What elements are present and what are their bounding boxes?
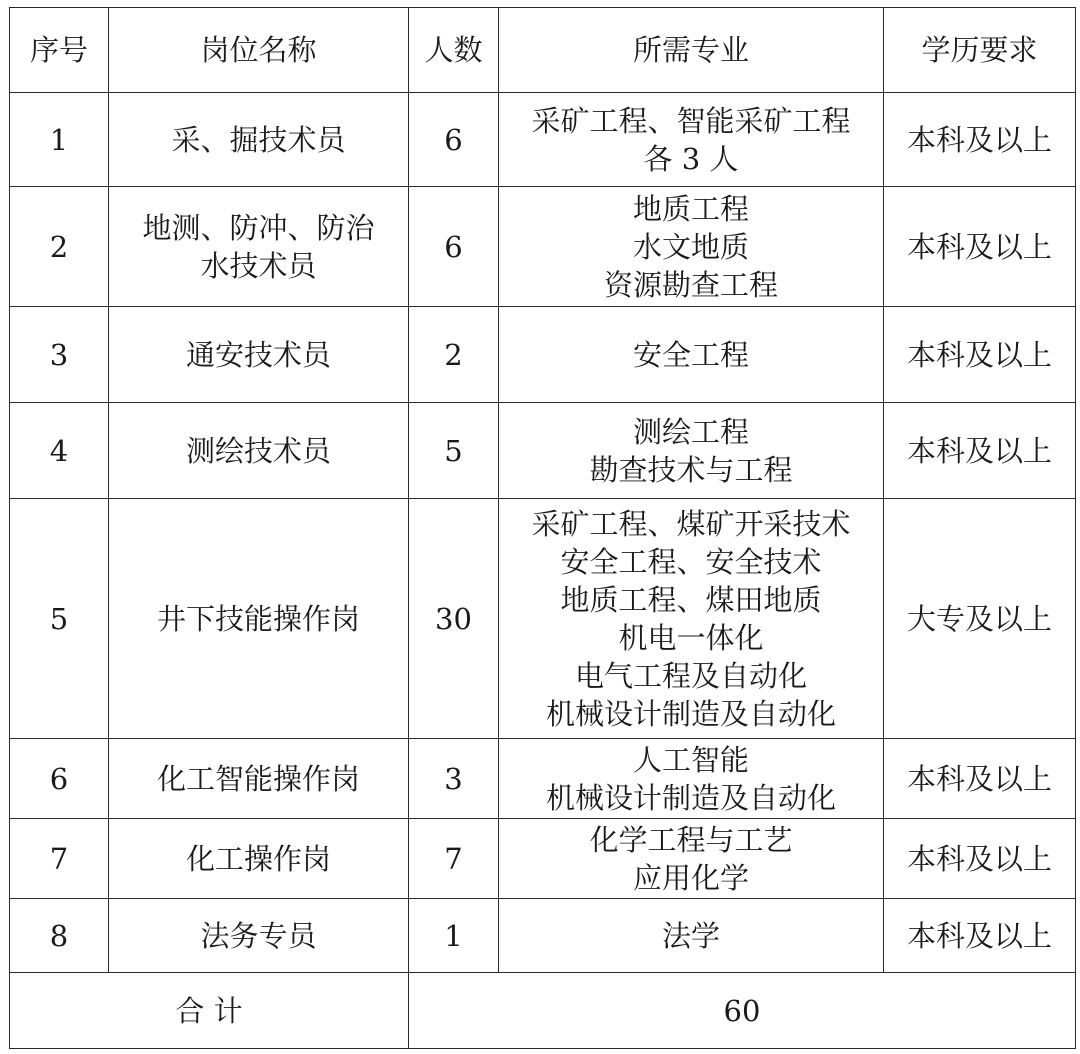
table-row — [10, 499, 1076, 739]
cell-majors — [499, 93, 884, 187]
table-header-row — [10, 8, 1076, 93]
cell-position — [109, 899, 409, 973]
cell-majors — [499, 187, 884, 307]
cell-position — [109, 739, 409, 819]
cell-majors — [499, 499, 884, 739]
cell-majors — [499, 819, 884, 899]
table-body — [10, 93, 1076, 973]
cell-position — [109, 403, 409, 499]
header-seq: 序号 — [10, 8, 109, 93]
table-row — [10, 307, 1076, 403]
position-line: 井下技能操作岗 — [156, 601, 360, 636]
cell-education: 本科及以上 — [884, 93, 1076, 187]
cell-seq: 4 — [10, 403, 109, 499]
cell-seq: 2 — [10, 187, 109, 307]
major-line: 法学 — [661, 918, 720, 953]
header-major: 所需专业 — [499, 8, 884, 93]
major-line: 水文地质 — [632, 229, 749, 264]
position-line: 法务专员 — [200, 918, 317, 953]
table-row — [10, 403, 1076, 499]
cell-count: 30 — [409, 499, 499, 739]
cell-majors — [499, 307, 884, 403]
major-line: 测绘工程 — [632, 414, 749, 449]
major-line: 地质工程、煤田地质 — [560, 582, 822, 617]
major-line: 机电一体化 — [618, 620, 764, 655]
major-line: 机械设计制造及自动化 — [545, 780, 836, 815]
total-row — [10, 973, 1076, 1049]
cell-position — [109, 307, 409, 403]
cell-count: 2 — [409, 307, 499, 403]
cell-count: 5 — [409, 403, 499, 499]
cell-position — [109, 93, 409, 187]
major-line: 人工智能 — [632, 742, 749, 777]
table-row — [10, 899, 1076, 973]
table-row — [10, 819, 1076, 899]
cell-education: 本科及以上 — [884, 739, 1076, 819]
cell-seq: 1 — [10, 93, 109, 187]
header-education: 学历要求 — [884, 8, 1076, 93]
position-line: 化工智能操作岗 — [156, 761, 360, 796]
cell-education: 本科及以上 — [884, 819, 1076, 899]
cell-seq: 6 — [10, 739, 109, 819]
major-line: 资源勘查工程 — [603, 267, 778, 302]
major-line: 勘查技术与工程 — [589, 452, 793, 487]
position-line: 地测、防冲、防治 — [142, 210, 375, 245]
cell-count: 6 — [409, 93, 499, 187]
cell-seq: 8 — [10, 899, 109, 973]
major-line: 安全工程、安全技术 — [560, 544, 822, 579]
cell-count: 6 — [409, 187, 499, 307]
recruitment-table — [9, 7, 1076, 1049]
cell-seq: 7 — [10, 819, 109, 899]
major-line: 地质工程 — [632, 191, 749, 226]
major-line: 机械设计制造及自动化 — [545, 696, 836, 731]
header-count: 人数 — [409, 8, 499, 93]
table-row — [10, 739, 1076, 819]
major-line: 采矿工程、煤矿开采技术 — [531, 506, 851, 541]
total-label: 合 计 — [10, 973, 409, 1049]
position-line: 水技术员 — [200, 248, 317, 283]
cell-education: 本科及以上 — [884, 307, 1076, 403]
major-line: 电气工程及自动化 — [574, 658, 807, 693]
header-position: 岗位名称 — [109, 8, 409, 93]
cell-majors — [499, 899, 884, 973]
cell-position — [109, 819, 409, 899]
position-line: 测绘技术员 — [185, 433, 331, 468]
cell-majors — [499, 403, 884, 499]
cell-seq: 3 — [10, 307, 109, 403]
major-line: 采矿工程、智能采矿工程 — [531, 103, 851, 138]
major-line: 安全工程 — [632, 337, 749, 372]
cell-seq: 5 — [10, 499, 109, 739]
position-line: 通安技术员 — [185, 337, 331, 372]
cell-position — [109, 187, 409, 307]
major-line: 各 3 人 — [643, 141, 739, 176]
cell-count: 1 — [409, 899, 499, 973]
cell-position — [109, 499, 409, 739]
major-line: 化学工程与工艺 — [589, 822, 793, 857]
table-row — [10, 93, 1076, 187]
table-row — [10, 187, 1076, 307]
major-line: 应用化学 — [632, 860, 749, 895]
cell-education: 本科及以上 — [884, 187, 1076, 307]
position-line: 化工操作岗 — [185, 841, 331, 876]
cell-education: 本科及以上 — [884, 899, 1076, 973]
cell-count: 7 — [409, 819, 499, 899]
cell-majors — [499, 739, 884, 819]
total-value: 60 — [409, 973, 1076, 1049]
cell-education: 大专及以上 — [884, 499, 1076, 739]
position-line: 采、掘技术员 — [171, 122, 346, 157]
cell-education: 本科及以上 — [884, 403, 1076, 499]
cell-count: 3 — [409, 739, 499, 819]
